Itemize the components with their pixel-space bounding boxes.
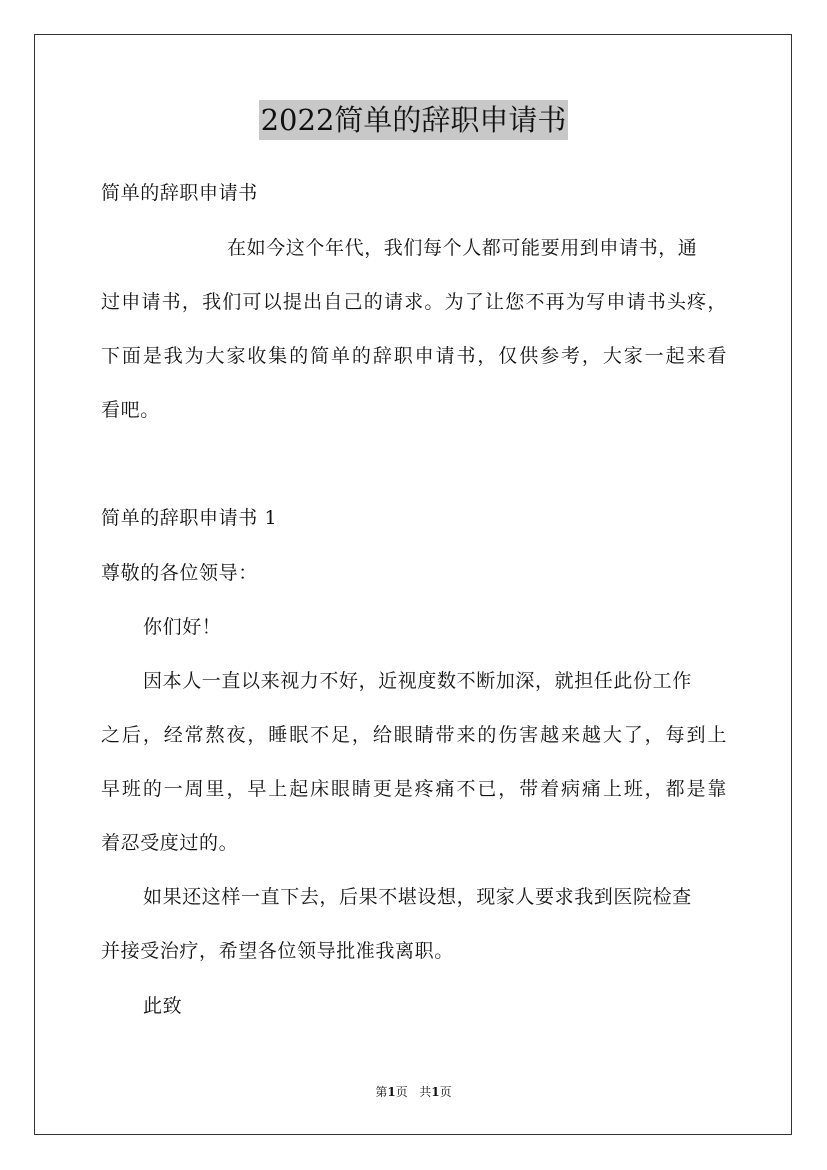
document-title: 2022简单的辞职申请书 bbox=[259, 100, 569, 140]
section-heading: 简单的辞职申请书 1 bbox=[101, 507, 278, 529]
intro-line-3: 下面是我为大家收集的简单的辞职申请书，仅供参考，大家一起来看 bbox=[101, 345, 727, 367]
salutation: 尊敬的各位领导： bbox=[101, 562, 258, 584]
intro-line-2: 过申请书，我们可以提出自己的请求。为了让您不再为写申请书头疼， bbox=[101, 291, 727, 313]
page-current: 1 bbox=[387, 1085, 396, 1099]
page-suffix: 页 bbox=[395, 1085, 408, 1099]
intro-line-4: 看吧。 bbox=[101, 399, 160, 421]
page-prefix: 第 bbox=[375, 1085, 388, 1099]
paragraph1-line-4: 着忍受度过的。 bbox=[101, 832, 239, 854]
greeting: 你们好！ bbox=[143, 616, 222, 638]
paragraph1-line-1: 因本人一直以来视力不好，近视度数不断加深，就担任此份工作 bbox=[143, 670, 692, 692]
page-footer bbox=[0, 1084, 827, 1100]
paragraph2-line-1: 如果还这样一直下去，后果不堪设想，现家人要求我到医院检查 bbox=[143, 886, 692, 908]
total-suffix: 页 bbox=[439, 1085, 452, 1099]
paragraph1-line-3: 早班的一周里，早上起床眼睛更是疼痛不已，带着病痛上班，都是靠 bbox=[101, 778, 727, 800]
paragraph1-line-2: 之后，经常熬夜，睡眠不足，给眼睛带来的伤害越来越大了，每到上 bbox=[101, 724, 727, 746]
total-prefix: 共 bbox=[419, 1085, 432, 1099]
intro-line-1: 在如今这个年代，我们每个人都可能要用到申请书，通 bbox=[227, 237, 698, 259]
closing: 此致 bbox=[143, 995, 183, 1017]
page-total: 1 bbox=[431, 1085, 440, 1099]
paragraph2-line-2: 并接受治疗，希望各位领导批准我离职。 bbox=[101, 940, 454, 962]
document-subtitle: 简单的辞职申请书 bbox=[101, 182, 258, 204]
title-container bbox=[0, 100, 827, 140]
